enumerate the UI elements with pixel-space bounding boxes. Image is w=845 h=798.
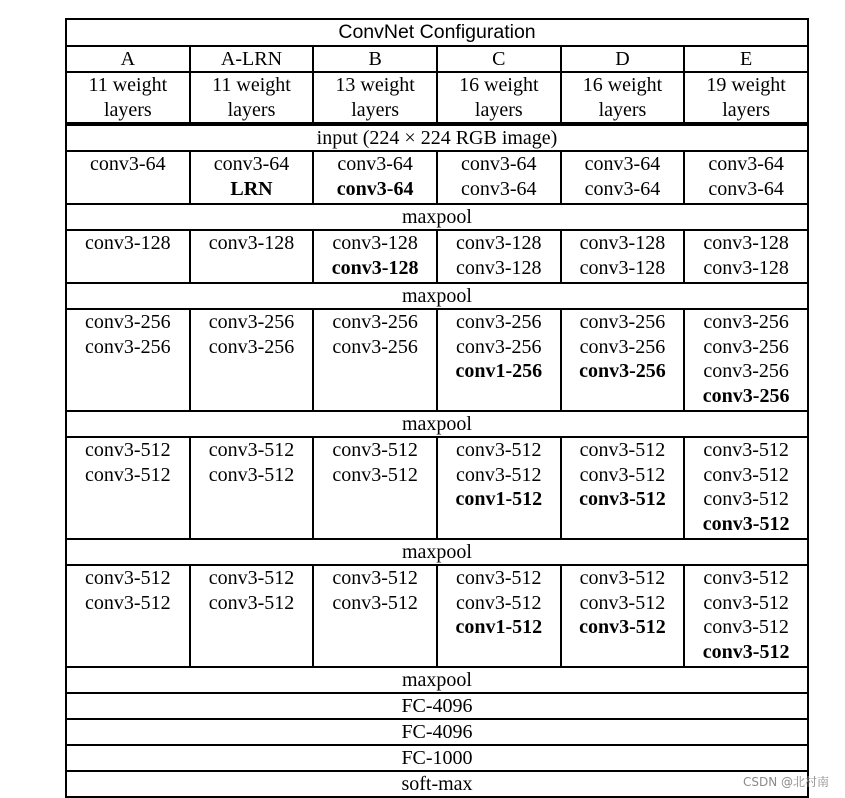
config-label-e: E xyxy=(684,46,808,73)
tail-layer-row: FC-4096 xyxy=(66,719,808,745)
layer-group-row xyxy=(66,565,808,667)
maxpool-row: maxpool xyxy=(66,204,808,230)
layer-cell-b xyxy=(313,437,437,539)
layer-entry: conv3-256 xyxy=(332,335,418,358)
layer-entry: conv3-512 xyxy=(579,591,666,614)
layer-cell-d xyxy=(561,437,685,539)
layer-entry: conv3-512 xyxy=(703,488,789,510)
layer-cell-a-lrn xyxy=(190,437,314,539)
layer-cell-d xyxy=(561,230,685,283)
layer-entry: conv3-512 xyxy=(85,463,171,486)
layer-entry: conv3-512 xyxy=(579,616,666,638)
layer-entry: conv3-128 xyxy=(579,256,666,279)
layer-entry: conv3-128 xyxy=(703,232,789,254)
layer-entry: conv3-128 xyxy=(332,232,418,254)
tail-layer-row: FC-4096 xyxy=(66,693,808,719)
layer-entry: conv3-256 xyxy=(703,311,789,333)
layer-entry: conv3-512 xyxy=(456,463,542,486)
layer-entry: conv3-128 xyxy=(579,232,666,254)
maxpool-row: maxpool xyxy=(66,283,808,309)
layer-cell-a xyxy=(66,230,190,283)
layer-cell-b xyxy=(313,230,437,283)
layer-group-row xyxy=(66,437,808,539)
layer-entry: conv3-512 xyxy=(703,567,789,589)
config-desc-d: 16 weight layers xyxy=(561,72,685,123)
layer-cell-a xyxy=(66,309,190,411)
layer-entry: conv3-512 xyxy=(456,591,542,614)
layer-cell-e xyxy=(684,565,808,667)
config-desc-a: 11 weight layers xyxy=(66,72,190,123)
layer-entry: conv3-128 xyxy=(331,256,419,279)
layer-entry: conv3-64 xyxy=(461,177,537,200)
layer-cell-c xyxy=(437,565,561,667)
layer-entry: conv3-512 xyxy=(703,439,789,461)
layer-entry: conv3-512 xyxy=(208,439,295,461)
layer-entry: conv3-512 xyxy=(703,616,789,638)
layer-entry: conv1-512 xyxy=(455,488,543,510)
layer-entry: conv3-512 xyxy=(208,463,295,486)
layer-cell-a-lrn xyxy=(190,151,314,204)
table-title: ConvNet Configuration xyxy=(66,19,808,46)
layer-cell-b xyxy=(313,151,437,204)
maxpool-row: maxpool xyxy=(66,539,808,565)
layer-entry: conv3-64 xyxy=(337,153,413,175)
layer-entry: conv3-64 xyxy=(708,153,784,175)
layer-entry: conv3-512 xyxy=(703,463,789,486)
layer-entry: conv3-256 xyxy=(703,335,789,358)
layer-cell-a-lrn xyxy=(190,565,314,667)
layer-entry: conv3-128 xyxy=(456,232,542,254)
layer-cell-d xyxy=(561,565,685,667)
layer-cell-e xyxy=(684,151,808,204)
layer-cell-e xyxy=(684,230,808,283)
layer-entry: conv3-512 xyxy=(332,439,418,461)
layer-group-row xyxy=(66,309,808,411)
layer-group-row xyxy=(66,230,808,283)
tail-layer-row: soft-max xyxy=(66,771,808,797)
layer-entry: conv3-512 xyxy=(85,591,171,614)
layer-cell-a xyxy=(66,565,190,667)
layer-entry: conv3-256 xyxy=(208,335,295,358)
layer-entry: conv3-512 xyxy=(702,640,790,663)
layer-entry: conv3-512 xyxy=(579,567,666,589)
layer-entry: conv3-256 xyxy=(85,335,171,358)
layer-cell-c xyxy=(437,230,561,283)
layer-entry: conv3-512 xyxy=(702,512,790,535)
layer-entry: conv3-512 xyxy=(703,591,789,614)
config-desc-a-lrn: 11 weight layers xyxy=(190,72,314,123)
layer-cell-d xyxy=(561,309,685,411)
layer-entry: conv1-512 xyxy=(455,616,543,638)
layer-entry: LRN xyxy=(230,177,273,200)
layer-entry: conv3-256 xyxy=(332,311,418,333)
layer-entry: conv3-256 xyxy=(702,384,790,407)
layer-cell-a-lrn xyxy=(190,309,314,411)
layer-entry: conv3-64 xyxy=(213,153,290,175)
config-header-table xyxy=(65,18,809,124)
layer-entry: conv3-64 xyxy=(584,177,661,200)
layer-entry: conv3-64 xyxy=(461,153,537,175)
layer-entry: conv3-512 xyxy=(332,463,418,486)
layer-cell-a xyxy=(66,151,190,204)
layer-entry: conv3-64 xyxy=(584,153,661,175)
layer-entry: conv3-512 xyxy=(332,567,418,589)
layer-cell-c xyxy=(437,151,561,204)
layer-entry: conv3-512 xyxy=(208,591,295,614)
layer-cell-a-lrn xyxy=(190,230,314,283)
config-desc-e: 19 weight layers xyxy=(684,72,808,123)
watermark: CSDN @北村南 xyxy=(742,775,829,789)
layer-entry: conv3-256 xyxy=(208,311,295,333)
layer-entry: conv3-64 xyxy=(708,177,784,200)
layer-entry: conv1-256 xyxy=(455,360,543,382)
layer-cell-d xyxy=(561,151,685,204)
layer-entry: conv3-128 xyxy=(703,256,789,279)
layer-entry: conv3-64 xyxy=(336,177,414,200)
layer-entry: conv3-128 xyxy=(208,232,295,254)
layer-entry: conv3-512 xyxy=(85,439,171,461)
layer-entry: conv3-512 xyxy=(579,463,666,486)
layer-cell-c xyxy=(437,309,561,411)
layer-entry: conv3-256 xyxy=(579,311,666,333)
layer-entry: conv3-512 xyxy=(456,567,542,589)
config-label-b: B xyxy=(313,46,437,73)
input-row: input (224 × 224 RGB image) xyxy=(66,125,808,151)
layer-entry: conv3-256 xyxy=(579,360,666,382)
layer-entry: conv3-256 xyxy=(456,335,542,358)
layer-entry: conv3-512 xyxy=(208,567,295,589)
layer-group-row xyxy=(66,151,808,204)
layers-table xyxy=(65,124,809,798)
layer-cell-c xyxy=(437,437,561,539)
layer-entry: conv3-128 xyxy=(456,256,542,279)
maxpool-row: maxpool xyxy=(66,411,808,437)
config-label-c: C xyxy=(437,46,561,73)
config-label-a-lrn: A-LRN xyxy=(190,46,314,73)
layer-entry: conv3-512 xyxy=(456,439,542,461)
config-label-a: A xyxy=(66,46,190,73)
layer-entry: conv3-256 xyxy=(456,311,542,333)
layer-entry: conv3-512 xyxy=(579,439,666,461)
layer-entry: conv3-128 xyxy=(85,232,171,254)
layer-entry: conv3-64 xyxy=(90,153,166,175)
layer-entry: conv3-512 xyxy=(579,488,666,510)
config-desc-b: 13 weight layers xyxy=(313,72,437,123)
layer-cell-e xyxy=(684,437,808,539)
layer-cell-b xyxy=(313,565,437,667)
layer-entry: conv3-256 xyxy=(579,335,666,358)
layer-entry: conv3-512 xyxy=(332,591,418,614)
maxpool-row: maxpool xyxy=(66,667,808,693)
layer-entry: conv3-256 xyxy=(703,360,789,382)
tail-layer-row: FC-1000 xyxy=(66,745,808,771)
config-label-d: D xyxy=(561,46,685,73)
layer-entry: conv3-512 xyxy=(85,567,171,589)
layer-entry: conv3-256 xyxy=(85,311,171,333)
layer-cell-e xyxy=(684,309,808,411)
layer-cell-b xyxy=(313,309,437,411)
config-desc-c: 16 weight layers xyxy=(437,72,561,123)
layer-cell-a xyxy=(66,437,190,539)
